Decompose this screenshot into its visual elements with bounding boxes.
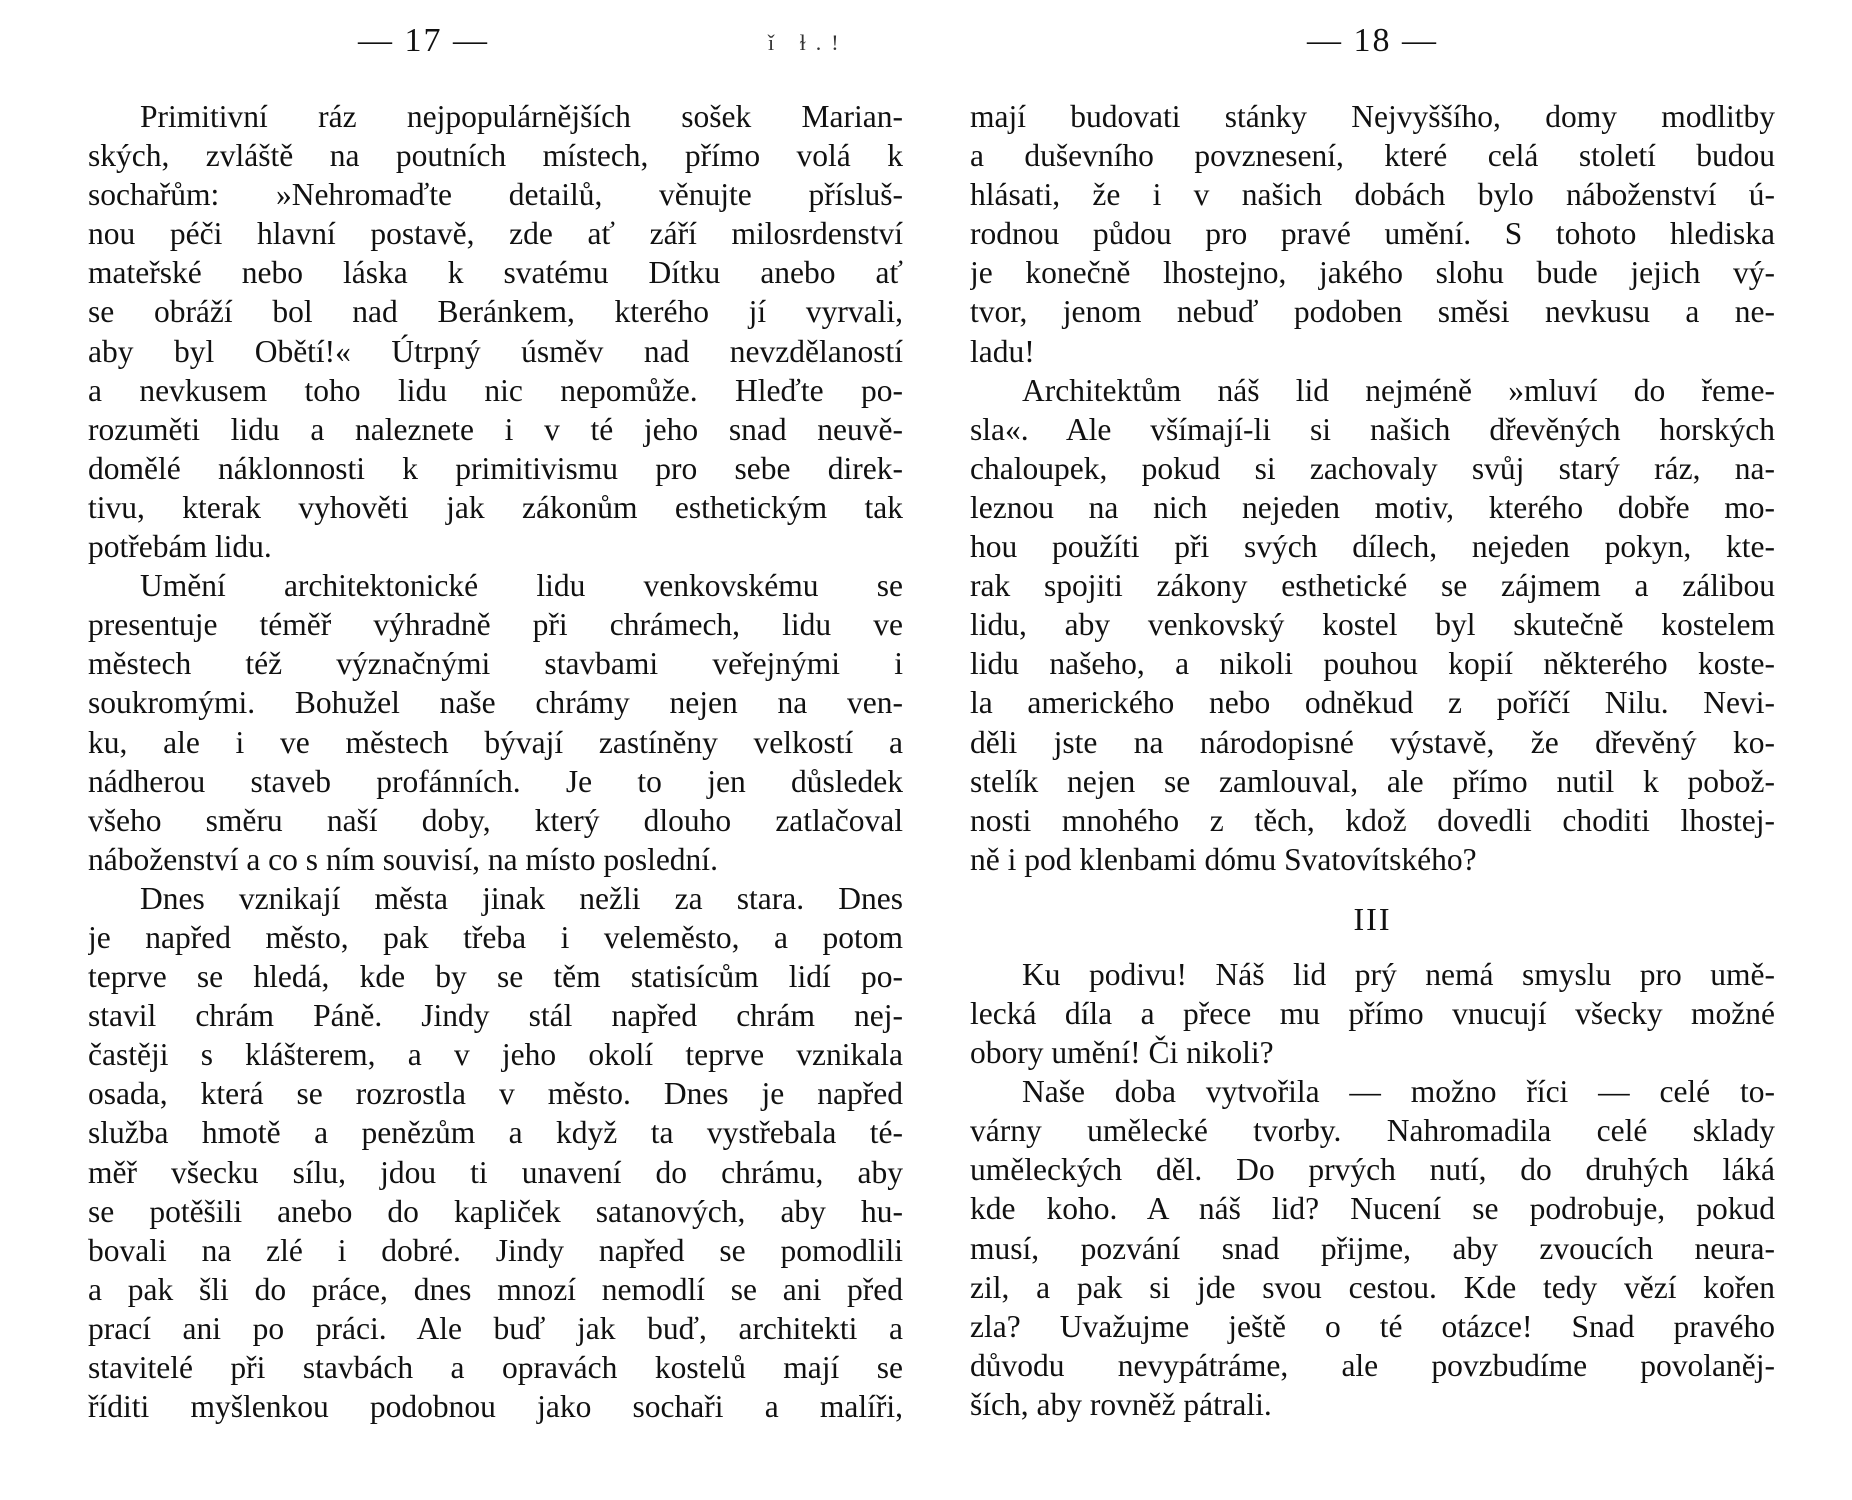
text-line: hou použíti při svých dílech, nejeden pokyn, kte- [970,529,1775,565]
text-line: rak spojiti zákony esthetické se zájmem a zálibou [970,568,1775,604]
text-line: a nevkusem toho lidu nic nepomůže. Hleďte po- [88,372,903,408]
text-line: všeho směru naší doby, který dlouho zatlačoval [88,802,903,838]
text-line: mateřské nebo láska k svatému Dítku anebo ať [88,255,903,291]
text-line: ladu! [970,333,1035,369]
text-line: teprve se hledá, kde by se těm statisícům lidí po- [88,959,903,995]
text-line: ku, ale i ve městech bývají zastíněny velkostí a [88,724,903,760]
text-line: říditi myšlenkou podobnou jako sochaři a malíři, [88,1389,903,1425]
text-line: sla«. Ale všímají-li si našich dřevěných horských [970,411,1775,447]
text-line: a pak šli do práce, dnes mnozí nemodlí se ani před [88,1271,903,1307]
page-number: — 18 — [1307,22,1438,59]
text-line: chaloupek, pokud si zachovaly svůj starý ráz, na- [970,450,1775,486]
text-line: bovali na zlé i dobré. Jindy napřed se pomodlili [88,1232,903,1268]
text-line: lidu, aby venkovský kostel byl skutečně kostelem [970,607,1775,643]
text-line: Architektům náš lid nejméně »mluví do řeme- [1022,372,1775,408]
text-line: ně i pod klenbami dómu Svatovítského? [970,841,1477,877]
text-line: nádherou staveb profánních. Je to jen důsledek [88,763,903,799]
text-line: obory umění! Či nikoli? [970,1035,1274,1071]
text-line: nou péči hlavní postavě, zde ať září milosrdenství [88,216,903,252]
text-line: častěji s klášterem, a v jeho okolí teprve vznikala [88,1037,903,1073]
text-line: Ku podivu! Náš lid prý nemá smyslu pro umě- [1022,956,1775,992]
text-line: aby byl Obětí!« Útrpný úsměv nad nevzdělaností [88,333,903,369]
text-line: Primitivní ráz nejpopulárnějších sošek Marian- [140,99,903,134]
text-line: tivu, kterak vyhověti jak zákonům esthetickým tak [88,489,903,525]
text-line: leznou na nich nejeden motiv, kterého dobře mo- [970,489,1775,525]
text-line: Naše doba vytvořila — možno říci — celé to- [1022,1074,1775,1110]
text-line: nosti mnohého z těch, kdož dovedli choditi lhostej- [970,802,1775,838]
text-line: domělé náklonnosti k primitivismu pro sebe direk- [88,450,903,486]
left-page [88,0,903,1500]
text-line: důvodu nevypátráme, ale povzbudíme povolaněj- [970,1347,1775,1383]
text-line: mají budovati stánky Nejvyššího, domy modlitby [970,99,1775,134]
text-block-before-heading [970,97,1775,879]
text-line: ších, aby rovněž pátrali. [970,1386,1272,1422]
text-line: rodnou půdou pro pravé umění. S tohoto hlediska [970,216,1775,252]
text-line: la amerického nebo odněkud z poříčí Nilu. Nevi- [970,685,1775,721]
text-line: se obráží bol nad Beránkem, kterého jí vyrvali, [88,294,903,330]
text-line: musí, pozvání snad přijme, aby zvoucích neura- [970,1230,1775,1266]
text-line: stavitelé při stavbách a opravách kostelů mají se [88,1350,903,1385]
text-line: stelík nejen se zamlouval, ale přímo nutil k pobož- [970,763,1775,799]
page-body-text [88,97,903,1426]
text-line: várny umělecké tvorby. Nahromadila celé sklady [970,1113,1775,1149]
text-line: lidu našeho, a nikoli pouhou kopií některého koste- [970,646,1775,682]
text-line: městech též význačnými stavbami veřejnými i [88,646,903,682]
text-block-after-heading [970,955,1775,1424]
text-line: prací ani po práci. Ale buď jak buď, architekti a [88,1310,903,1346]
text-line: je napřed město, pak třeba i veleměsto, a potom [88,919,903,955]
text-line: ských, zvláště na poutních místech, přímo volá k [88,138,903,174]
text-line: děli jste na národopisné výstavě, že dřevěný ko- [970,724,1775,760]
text-line: kde koho. A náš lid? Nucení se podrobuje, pokud [970,1191,1775,1227]
right-page [970,0,1775,1500]
text-line: osada, která se rozrostla v město. Dnes je napřed [88,1076,903,1112]
text-line: rozuměti lidu a naleznete i v té jeho snad neuvě- [88,411,903,447]
text-line: a duševního povznesení, které celá století budou [970,138,1775,174]
page-number: — 17 — [358,22,489,59]
text-line: soukromými. Bohužel naše chrámy nejen na ven- [88,685,903,721]
text-line: služba hmotě a penězům a když ta vystřebala té- [88,1115,903,1151]
text-line: tvor, jenom nebuď podoben směsi nevkusu a ne- [970,294,1775,330]
text-line: zla? Uvažujme ještě o té otázce! Snad pravého [970,1308,1775,1344]
text-line: náboženství a co s ním souvisí, na místo poslední. [88,841,718,877]
scan-artifact-mark: ǐ ɫ.! [768,30,849,55]
text-line: sochařům: »Nehromaďte detailů, věnujte přísluš- [88,177,903,213]
text-line: Dnes vznikají města jinak nežli za stara. Dnes [140,880,903,916]
text-line: je konečně lhostejno, jakého slohu bude jejich vý- [970,255,1775,291]
text-line: zil, a pak si jde svou cestou. Kde tedy vězí kořen [970,1269,1775,1305]
text-line: hlásati, že i v našich dobách bylo náboženství ú- [970,177,1775,213]
text-line: měř všecku sílu, jdou ti unavení do chrámu, aby [88,1154,903,1190]
text-line: uměleckých děl. Do prvých nutí, do druhých láká [970,1152,1775,1188]
section-heading: III [1353,900,1392,937]
text-line: se potěšili anebo do kapliček satanových, aby hu- [88,1193,903,1229]
text-line: lecká díla a přece mu přímo vnucují všecky možné [970,995,1775,1031]
text-line: stavil chrám Páně. Jindy stál napřed chrám nej- [88,998,903,1034]
text-line: presentuje téměř výhradně při chrámech, lidu ve [88,607,903,643]
text-line: potřebám lidu. [88,529,272,565]
page-body-text [970,97,1775,1424]
text-line: Umění architektonické lidu venkovskému se [140,568,903,604]
